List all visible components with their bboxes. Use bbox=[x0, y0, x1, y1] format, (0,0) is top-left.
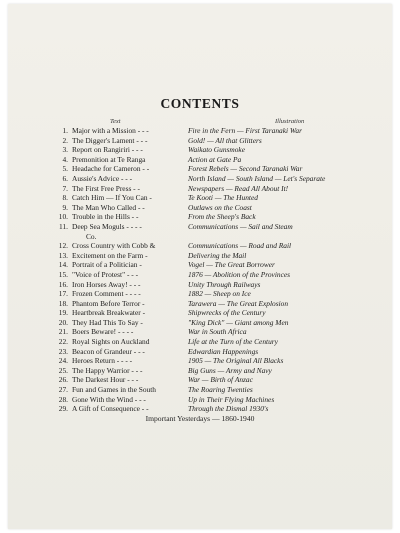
entry-title-line: The Darkest Hour - - - bbox=[72, 375, 139, 385]
entry-number: 18. bbox=[58, 298, 68, 308]
entry-number: 17. bbox=[58, 289, 68, 299]
entry-title bbox=[72, 280, 184, 290]
contents-entry bbox=[0, 347, 400, 357]
entry-illustration: Waikato Gunsmoke bbox=[188, 145, 245, 155]
column-header-text: Text bbox=[110, 118, 121, 125]
entry-illustration: Shipwrecks of the Century bbox=[188, 308, 266, 318]
contents-entry bbox=[0, 126, 400, 136]
contents-entry bbox=[0, 193, 400, 203]
entry-illustration: Delivering the Mail bbox=[188, 250, 247, 260]
entry-title-line: Beacon of Grandeur - - - bbox=[72, 346, 145, 356]
entry-title-line: Frozen Comment - - - - bbox=[72, 289, 141, 299]
entry-illustration: Fire in the Fern — First Taranaki War bbox=[188, 126, 302, 135]
contents-entry bbox=[0, 145, 400, 155]
contents-entry bbox=[0, 260, 400, 270]
contents-entry bbox=[0, 299, 400, 309]
entry-number: 14. bbox=[58, 260, 68, 270]
entry-title-line: Boers Beware! - - - - bbox=[72, 327, 134, 337]
entry-title-line: The First Free Press - - bbox=[72, 183, 140, 193]
entry-title bbox=[72, 193, 184, 203]
entry-illustration: War in South Africa bbox=[188, 327, 247, 337]
entry-title-line: A Gift of Consequence - - bbox=[72, 404, 149, 414]
entry-title-line: Headache for Cameron - - bbox=[72, 164, 150, 174]
contents-entry bbox=[0, 395, 400, 405]
entry-number: 20. bbox=[58, 317, 68, 327]
entry-illustration: Newspapers — Read All About It! bbox=[188, 183, 289, 193]
entry-title bbox=[72, 337, 184, 347]
entry-number: 23. bbox=[58, 346, 68, 356]
entry-title-line: Heroes Return - - - - bbox=[72, 356, 133, 366]
entry-illustration: Tarawera — The Great Explosion bbox=[188, 298, 289, 308]
entry-title bbox=[72, 366, 184, 376]
entry-number: 27. bbox=[58, 385, 68, 395]
entry-number: 24. bbox=[58, 356, 68, 366]
entry-illustration: The Roaring Twenties bbox=[188, 385, 253, 395]
entry-number: 3. bbox=[62, 145, 68, 155]
entry-illustration: "King Dick" — Giant among Men bbox=[188, 317, 289, 327]
entry-title bbox=[72, 126, 184, 136]
contents-entry bbox=[0, 385, 400, 395]
entry-number: 16. bbox=[58, 279, 68, 289]
contents-entry bbox=[0, 375, 400, 385]
contents-entry bbox=[0, 366, 400, 376]
entry-number: 6. bbox=[62, 173, 68, 183]
entry-number: 25. bbox=[58, 365, 68, 375]
entry-illustration: Action at Gate Pa bbox=[188, 154, 242, 164]
entry-title-line: Iron Horses Away! - - - bbox=[72, 279, 141, 289]
entry-illustration: 1882 — Sheep on Ice bbox=[188, 289, 251, 299]
entry-illustration: Life at the Turn of the Century bbox=[188, 337, 278, 347]
entry-title bbox=[72, 241, 184, 251]
entry-title bbox=[72, 270, 184, 280]
entry-title bbox=[72, 136, 184, 146]
contents-entry bbox=[0, 184, 400, 194]
contents-entry bbox=[0, 155, 400, 165]
entry-number: 12. bbox=[58, 241, 68, 251]
entry-title bbox=[72, 174, 184, 184]
entry-number: 13. bbox=[58, 250, 68, 260]
entry-title bbox=[72, 251, 184, 261]
entry-title-line: Major with a Mission - - - bbox=[72, 126, 149, 135]
entry-title-line: Deep Sea Moguls - - - - bbox=[72, 221, 142, 231]
contents-entry bbox=[0, 241, 400, 251]
entry-number: 9. bbox=[62, 202, 68, 212]
entry-illustration: Unity Through Railways bbox=[188, 279, 261, 289]
entry-title bbox=[72, 260, 184, 270]
entry-title-line: Catch Him — If You Can - bbox=[72, 193, 152, 203]
entry-title bbox=[72, 318, 184, 328]
entry-title bbox=[72, 299, 184, 309]
entry-illustration: Te Kooti — The Hunted bbox=[188, 193, 258, 203]
entry-title bbox=[72, 212, 184, 222]
entry-illustration: Up in Their Flying Machines bbox=[188, 394, 275, 404]
contents-entry bbox=[0, 212, 400, 222]
entry-number: 1. bbox=[62, 126, 68, 135]
entry-title-line: Gone With the Wind - - - bbox=[72, 394, 146, 404]
entry-number: 8. bbox=[62, 193, 68, 203]
entry-illustration: War — Birth of Anzac bbox=[188, 375, 253, 385]
entry-number: 19. bbox=[58, 308, 68, 318]
entry-title bbox=[72, 404, 184, 414]
contents-entry bbox=[0, 174, 400, 184]
entry-title bbox=[72, 327, 184, 337]
contents-entry bbox=[0, 251, 400, 261]
entry-title bbox=[72, 395, 184, 405]
entry-title-line: Phantom Before Terror - bbox=[72, 298, 145, 308]
entry-title-continuation: Co. bbox=[86, 231, 97, 241]
page-title: CONTENTS bbox=[160, 96, 240, 111]
column-header-illustration: Illustration bbox=[275, 118, 305, 125]
entry-title-line: The Digger's Lament - - - bbox=[72, 135, 148, 145]
entry-title bbox=[72, 308, 184, 318]
contents-entry bbox=[0, 318, 400, 328]
contents-entry bbox=[0, 337, 400, 347]
entry-title bbox=[72, 222, 184, 241]
entry-title bbox=[72, 375, 184, 385]
entry-illustration: Through the Dismal 1930's bbox=[188, 404, 269, 414]
contents-entry bbox=[0, 203, 400, 213]
contents-list bbox=[0, 126, 400, 414]
entry-title bbox=[72, 155, 184, 165]
entry-number: 26. bbox=[58, 375, 68, 385]
entry-title-line: Excitement on the Farm - bbox=[72, 250, 148, 260]
entry-title-line: Report on Rangiriri - - - bbox=[72, 145, 143, 155]
contents-entry bbox=[0, 327, 400, 337]
entry-title bbox=[72, 385, 184, 395]
contents-entry bbox=[0, 289, 400, 299]
entry-title-line: "Voice of Protest" - - - bbox=[72, 269, 139, 279]
entry-number: 15. bbox=[58, 269, 68, 279]
entry-number: 7. bbox=[62, 183, 68, 193]
entry-illustration: North Island — South Island — Let's Separate bbox=[188, 173, 326, 183]
entry-illustration: Edwardian Happenings bbox=[188, 346, 259, 356]
entry-illustration: Vogel — The Great Borrower bbox=[188, 260, 275, 270]
entry-illustration: Communications — Road and Rail bbox=[188, 241, 292, 251]
entry-title bbox=[72, 347, 184, 357]
entry-title-line: Cross Country with Cobb & bbox=[72, 241, 156, 251]
entry-number: 22. bbox=[58, 337, 68, 347]
entry-illustration: Gold! — All that Glitters bbox=[188, 135, 262, 145]
entry-title bbox=[72, 289, 184, 299]
entry-number: 10. bbox=[58, 212, 68, 222]
entry-number: 21. bbox=[58, 327, 68, 337]
entry-number: 28. bbox=[58, 394, 68, 404]
entry-number: 5. bbox=[62, 164, 68, 174]
entry-title-line: Fun and Games in the South bbox=[72, 385, 156, 395]
entry-illustration: Forest Rebels — Second Taranaki War bbox=[188, 164, 303, 174]
entry-number: 4. bbox=[62, 154, 68, 164]
contents-entry bbox=[0, 308, 400, 318]
entry-title bbox=[72, 164, 184, 174]
book-subtitle: Important Yesterdays — 1860-1940 bbox=[145, 414, 255, 423]
entry-title bbox=[72, 184, 184, 194]
contents-entry bbox=[0, 270, 400, 280]
entry-title-line: Aussie's Advice - - - bbox=[72, 173, 133, 183]
entry-title-line: Heartbreak Breakwater - bbox=[72, 308, 146, 318]
entry-illustration: Big Guns — Army and Navy bbox=[188, 365, 272, 375]
entry-illustration: From the Sheep's Back bbox=[188, 212, 256, 222]
entry-illustration: Communications — Sail and Steam bbox=[188, 221, 293, 231]
contents-entry bbox=[0, 136, 400, 146]
entry-title-line: The Man Who Called - - bbox=[72, 202, 145, 212]
entry-title-line: Royal Sights on Auckland bbox=[72, 337, 150, 347]
entry-title bbox=[72, 203, 184, 213]
entry-number: 2. bbox=[62, 135, 68, 145]
contents-entry bbox=[0, 404, 400, 414]
entry-illustration: Outlaws on the Coast bbox=[188, 202, 252, 212]
entry-title-line: The Happy Warrior - - - bbox=[72, 365, 143, 375]
entry-illustration: 1876 — Abolition of the Provinces bbox=[188, 269, 291, 279]
entry-title-line: Premonition at Te Ranga bbox=[72, 154, 146, 164]
entry-illustration: 1905 — The Original All Blacks bbox=[188, 356, 284, 366]
entry-number: 11. bbox=[59, 221, 68, 231]
entry-number: 29. bbox=[58, 404, 68, 414]
contents-entry bbox=[0, 356, 400, 366]
contents-entry bbox=[0, 164, 400, 174]
entry-title-line: Portrait of a Politician - bbox=[72, 260, 142, 270]
contents-entry bbox=[0, 280, 400, 290]
contents-entry bbox=[0, 222, 400, 241]
entry-title-line: They Had This To Say - bbox=[72, 317, 143, 327]
entry-title bbox=[72, 145, 184, 155]
entry-title-line: Trouble in the Hills - - bbox=[72, 212, 139, 222]
entry-title bbox=[72, 356, 184, 366]
